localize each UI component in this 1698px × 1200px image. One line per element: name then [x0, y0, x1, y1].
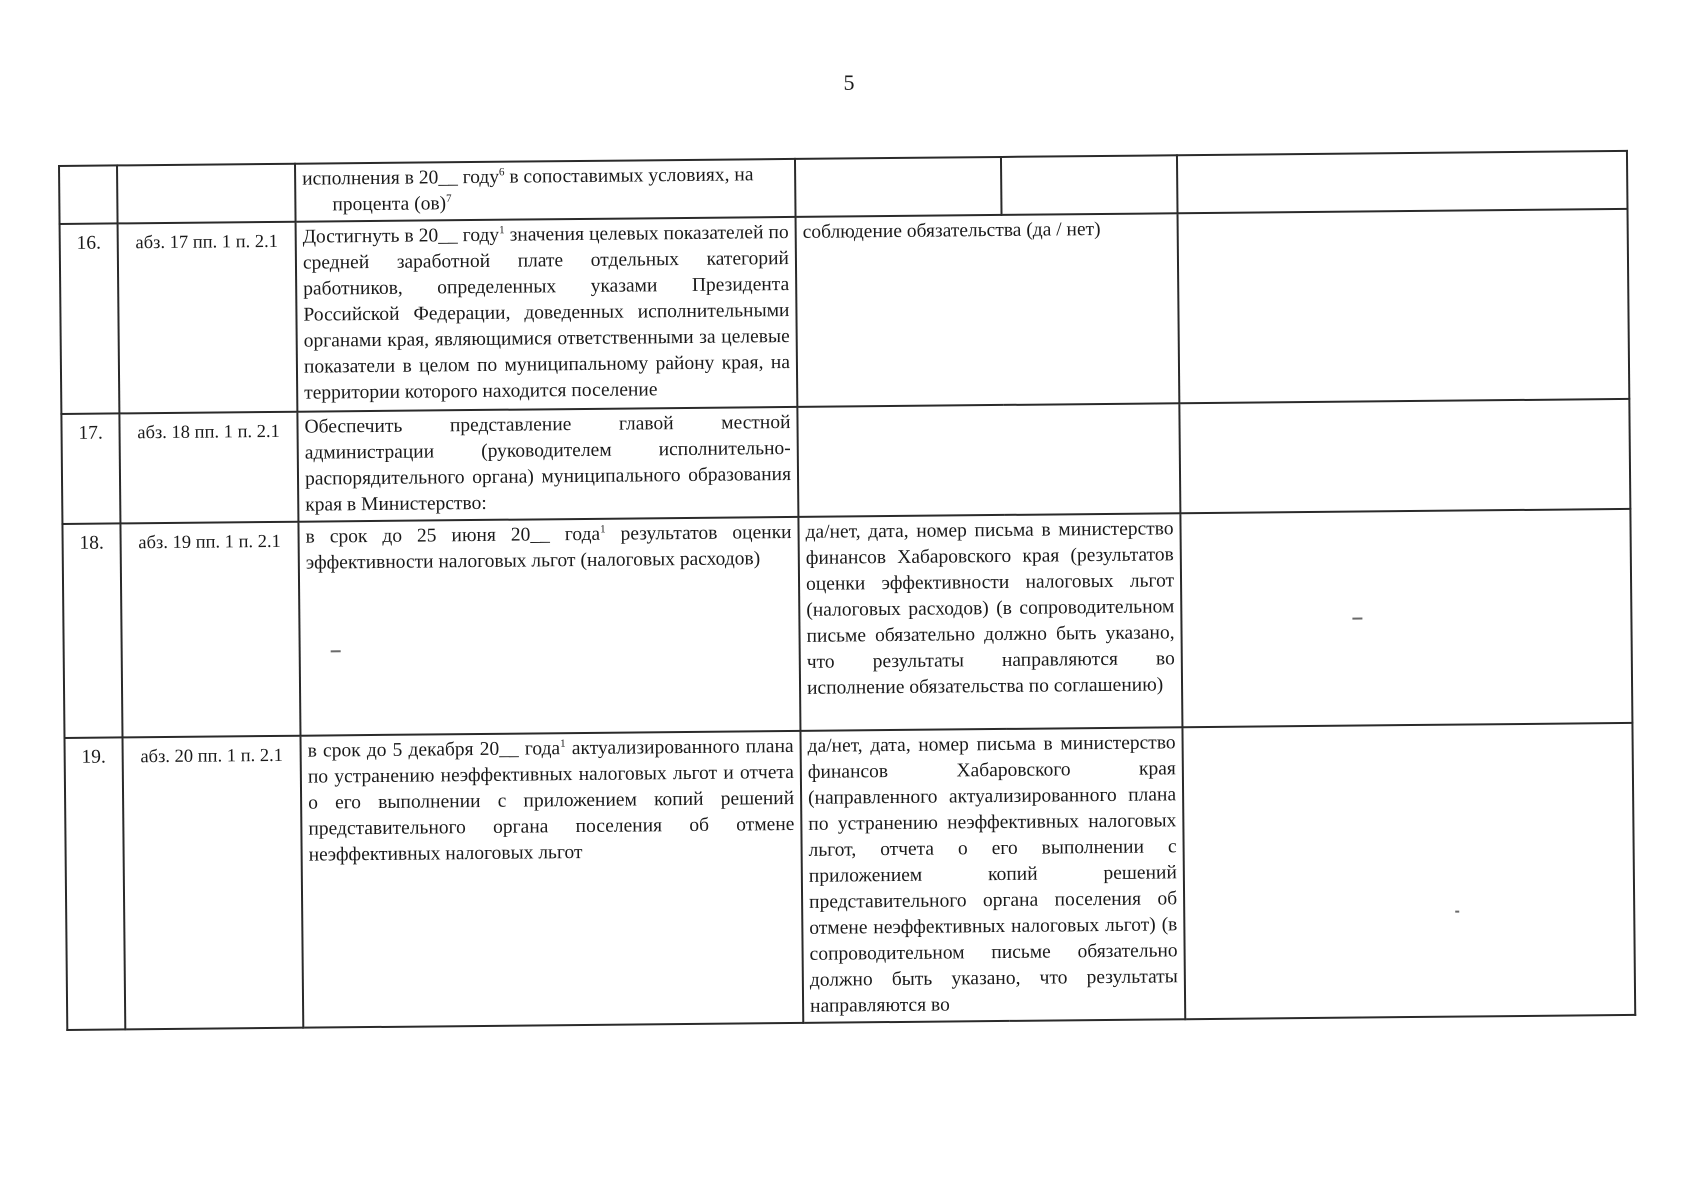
footnote-mark: 1 [499, 224, 505, 237]
table-row [62, 509, 1632, 738]
row-value [1177, 151, 1628, 213]
table-row [61, 399, 1630, 524]
row-value [1180, 509, 1632, 727]
row-result: соблюдение обязательства (да / нет) [796, 213, 1180, 407]
obligation-text: в срок до 5 декабря 20__ года [307, 738, 561, 762]
row-result: да/нет, дата, номер письма в министерство финансов Хабаровского края (результатов оценки эффективности налоговых льгот (налоговых расходов) (в сопроводительном письме обязательно должно быть указано, что результаты направляются во исполнение обязательства по соглашению) [798, 513, 1182, 731]
row-number: 18. [62, 523, 122, 738]
scan-mark [1352, 617, 1362, 619]
row-number: 16. [60, 223, 120, 414]
row-number: 17. [61, 413, 120, 524]
page-number: 5 [843, 70, 855, 95]
obligation-text: результатов оценки эффективности налоговых льгот (налоговых расходов) [305, 521, 792, 574]
row-obligation [295, 159, 796, 222]
row-obligation [300, 731, 803, 1028]
row-reference: абз. 20 пп. 1 п. 2.1 [122, 736, 303, 1030]
row-value [1178, 209, 1630, 403]
row-value [1182, 723, 1635, 1019]
scan-mark [1455, 911, 1459, 913]
obligations-table-sheet [58, 150, 1634, 1031]
row-value [1179, 399, 1630, 513]
obligation-text: процента (ов) [332, 193, 447, 216]
footnote-mark: 1 [560, 737, 566, 750]
obligation-text: исполнения в 20__ году [302, 166, 500, 190]
row-number: 19. [65, 737, 126, 1030]
table-row [60, 209, 1630, 414]
row-empty-cell [1001, 155, 1178, 215]
row-number [59, 165, 118, 224]
row-reference [117, 164, 296, 224]
table-row [65, 723, 1636, 1030]
scan-mark [331, 650, 341, 652]
footnote-mark: 7 [445, 192, 452, 205]
row-obligation: Обеспечить представление главой местной администрации (руководителем исполнительно-распорядительного органа) муниципального образования края в Министерство: [297, 407, 798, 522]
obligation-text: в сопоставимых условиях, на [504, 164, 754, 188]
row-reference: абз. 18 пп. 1 п. 2.1 [119, 412, 298, 524]
row-reference: абз. 17 пп. 1 п. 2.1 [118, 222, 298, 414]
footnote-mark: 1 [599, 523, 606, 536]
row-reference: абз. 19 пп. 1 п. 2.1 [120, 522, 300, 738]
obligation-text: значения целевых показателей по средней заработной плате отдельных категорий работников, определенных указами Президента Российской Федерации, доведенных исполнительными органами края, являющимися ответственными за целевые показатели в целом по муниципальному району края, на территории которого находится поселение [302, 221, 791, 404]
obligation-text: актуализированного плана по устранению неэффективных налоговых льгот и отчета о его выполнении с приложением копий решений представительного органа поселения об отмене неэффективных налоговых льгот [307, 735, 795, 866]
row-obligation [296, 217, 798, 412]
row-result [797, 403, 1180, 517]
obligations-table [58, 150, 1636, 1031]
row-obligation [298, 517, 800, 736]
row-result: да/нет, дата, номер письма в министерство финансов Хабаровского края (направленного актуализированного плана по устранению неэффективных налоговых льгот, отчета о его выполнении с приложением копий решений представительного органа поселения об отмене неэффективных налоговых льгот) (в сопроводительном письме обязательно должно быть указано, что результаты направляются во [800, 727, 1185, 1023]
obligation-text: Достигнуть в 20__ году [302, 224, 500, 248]
footnote-mark: 6 [498, 166, 505, 179]
row-result [795, 157, 1002, 217]
obligation-text: в срок до 25 июня 20__ года [305, 523, 601, 548]
